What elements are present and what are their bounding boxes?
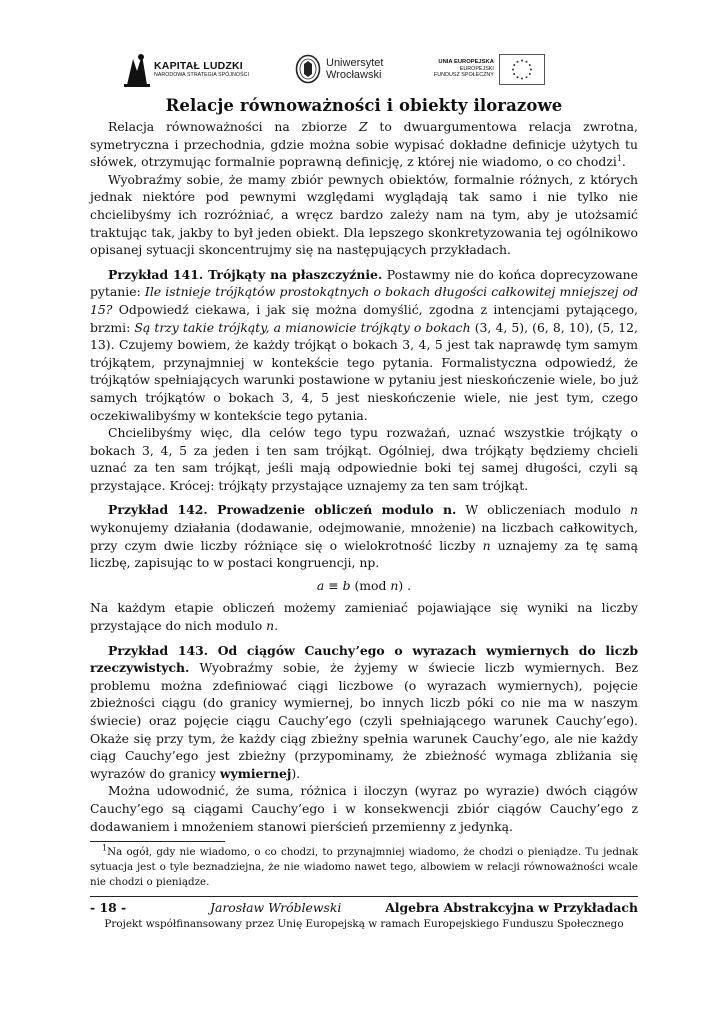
project-note: Projekt współfinansowany przez Unię Europejską w ramach Europejskiego Funduszu Społecznego	[104, 917, 624, 930]
eu-flag-icon	[499, 54, 545, 85]
footer	[90, 900, 638, 917]
kapital-ludzki-subtitle: NARODOWA STRATEGIA SPÓJNOŚCI	[154, 72, 250, 78]
kapital-ludzki-title: KAPITAŁ LUDZKI	[154, 60, 243, 72]
footnote-ref[interactable]: 1	[616, 154, 622, 164]
author: Jarosław Wróblewski	[210, 899, 342, 915]
uniwersytet-logo	[295, 46, 383, 92]
example-141: Przykład 141. Trójkąty na płaszczyźnie. Postawmy nie do końca doprecyzowane pytanie: Ile istnieje trójkątów prostokątnych o bokach długości całkowitej mniejszej od 15? Odpowiedź ciekawa, i jak się można domyślić, zgodna z intencjami pytającego, brzmi: Są trzy takie trójkąty, a mianowicie trójkąty o bokach (3, 4, 5), (6, 8, 10), (5, 12, 13). Czujemy bowiem, że każdy trójkąt o bokach 3, 4, 5 jest tak naprawdę tym samym trójkątem, przynajmniej w kontekście tego pytania. Formalistyczna odpowiedź, że trójkątów spełniających warunki postawione w pytaniu jest nieskończenie wiele, bo już samych trójkątów o bokach 3, 4, 5 jest nieskończenie wiele, nie jest tym, czego oczekiwalibyśmy w kontekście tego pytania.	[90, 266, 638, 423]
university-line-1: Uniwersytet	[326, 57, 384, 69]
example-142-paragraph-2: Na każdym etapie obliczeń możemy zamieniać pojawiające się wyniki na liczby przystające do nich modulo n.	[90, 600, 638, 634]
section-title: Relacje równoważności i obiekty ilorazowe	[165, 96, 563, 115]
eu-logo	[434, 46, 545, 92]
university-line-2: Wrocławski	[326, 69, 382, 81]
header-logos	[90, 46, 638, 96]
example-141-paragraph-2: Chcielibyśmy więc, dla celów tego typu rozważań, uznać wszystkie trójkąty o bokach 3, 4, 5 za jeden i ten sam trójkąt. Ogólniej, dwa trójkąty będziemy chcieli uznać za ten sam trójkąt, jeśli mają odpowiednie boki tej samej długości, czyli są przystające. Krócej: trójkąty przystające uznajemy za ten sam trójkąt.	[90, 425, 638, 493]
kapital-ludzki-mark-icon	[124, 51, 150, 87]
footnote-divider	[90, 841, 225, 842]
book-title: Algebra Abstrakcyjna w Przykładach	[385, 899, 638, 915]
example-143-title: Przykład 143. Od ciągów Cauchy’ego o wyrazach wymiernych do liczb rzeczywistych.	[90, 642, 638, 676]
example-143: Przykład 143. Od ciągów Cauchy’ego o wyrazach wymiernych do liczb rzeczywistych. Wyobraźmy sobie, że żyjemy w świecie liczb wymiernych. Bez problemu można zdefiniować ciągi liczbowe (o wyrazach wymiernych), pojęcie zbieżności ciągu (do granicy wymiernej, bo innych liczb póki co nie ma w naszym świecie) oraz pojęcie ciągu Cauchy’ego (czyli spełniającego warunek Cauchy’ego). Okaże się przy tym, że każdy ciąg zbieżny spełnia warunek Cauchy’ego, ale nie każdy ciąg Cauchy’ego jest zbieżny (przypominamy, że zbieżność wymaga zbliżania się wyrazów do granicy wymiernej).	[90, 642, 638, 781]
page-number: - 18 -	[90, 899, 127, 915]
university-crest-icon	[295, 54, 321, 84]
example-141-title: Przykład 141. Trójkąty na płaszczyźnie.	[108, 266, 383, 282]
footnote: $^1$Na ogół, gdy nie wiadomo, o co chodzi, to przynajmniej wiadomo, że chodzi o pieniądze. Tu jednak sytuacja jest o tyle beznadziejna, że nie wiadomo nawet tego, albowiem w relacji równoważności wcale nie chodzi o pieniądze.	[90, 843, 638, 888]
eu-line-2: EUROPEJSKI	[459, 65, 494, 72]
example-142-title: Przykład 142. Prowadzenie obliczeń modulo n.	[108, 502, 457, 518]
congruence-formula: a ≡ b (mod n) .	[316, 577, 412, 593]
footer-divider	[90, 896, 638, 897]
page	[90, 46, 638, 930]
intro-paragraph-2: Wyobraźmy sobie, że mamy zbiór pewnych obiektów, formalnie różnych, z których jednak niektóre pod pewnymi względami wyglądają tak samo i nie tylko nie chcielibyśmy ich rozróżniać, a wręcz bardzo zależy nam na tym, aby je utożsamić traktując tak, jakby to był jeden obiekt. Dla lepszego skonkretyzowania tej ogólnikowo opisanej sytuacji skoncentrujmy się na następujących przykładach.	[90, 171, 638, 258]
kapital-ludzki-logo	[124, 46, 249, 92]
example-143-paragraph-2: Można udowodnić, że suma, różnica i iloczyn (wyraz po wyrazie) dwóch ciągów Cauchy’ego są ciągami Cauchy’ego i w konsekwencji zbiór ciągów Cauchy’ego z dodawaniem i mnożeniem stanowi pierścień przemienny z jedynką.	[90, 783, 638, 834]
eu-line-1: UNIA EUROPEJSKA	[438, 59, 494, 66]
example-142: Przykład 142. Prowadzenie obliczeń modulo n. W obliczeniach modulo n wykonujemy działania (dodawanie, odejmowanie, mnożenie) na liczbach całkowitych, przy czym dwie liczby różniące się o wielokrotność liczby n uznajemy za tę samą liczbę, zapisując to w postaci kongruencji, np.	[90, 502, 639, 571]
eu-line-3: FUNDUSZ SPOŁECZNY	[434, 72, 494, 79]
intro-paragraph-1: Relacja równoważności na zbiorze Z to dwuargumentowa relacja zwrotna, symetryczna i przechodnia, gdzie można sobie wypisać dokładne definicje użytych tu słówek, otrzymując formalnie poprawną definicję, z której nie wiadomo, o co chodzi$^1$.	[90, 119, 638, 170]
